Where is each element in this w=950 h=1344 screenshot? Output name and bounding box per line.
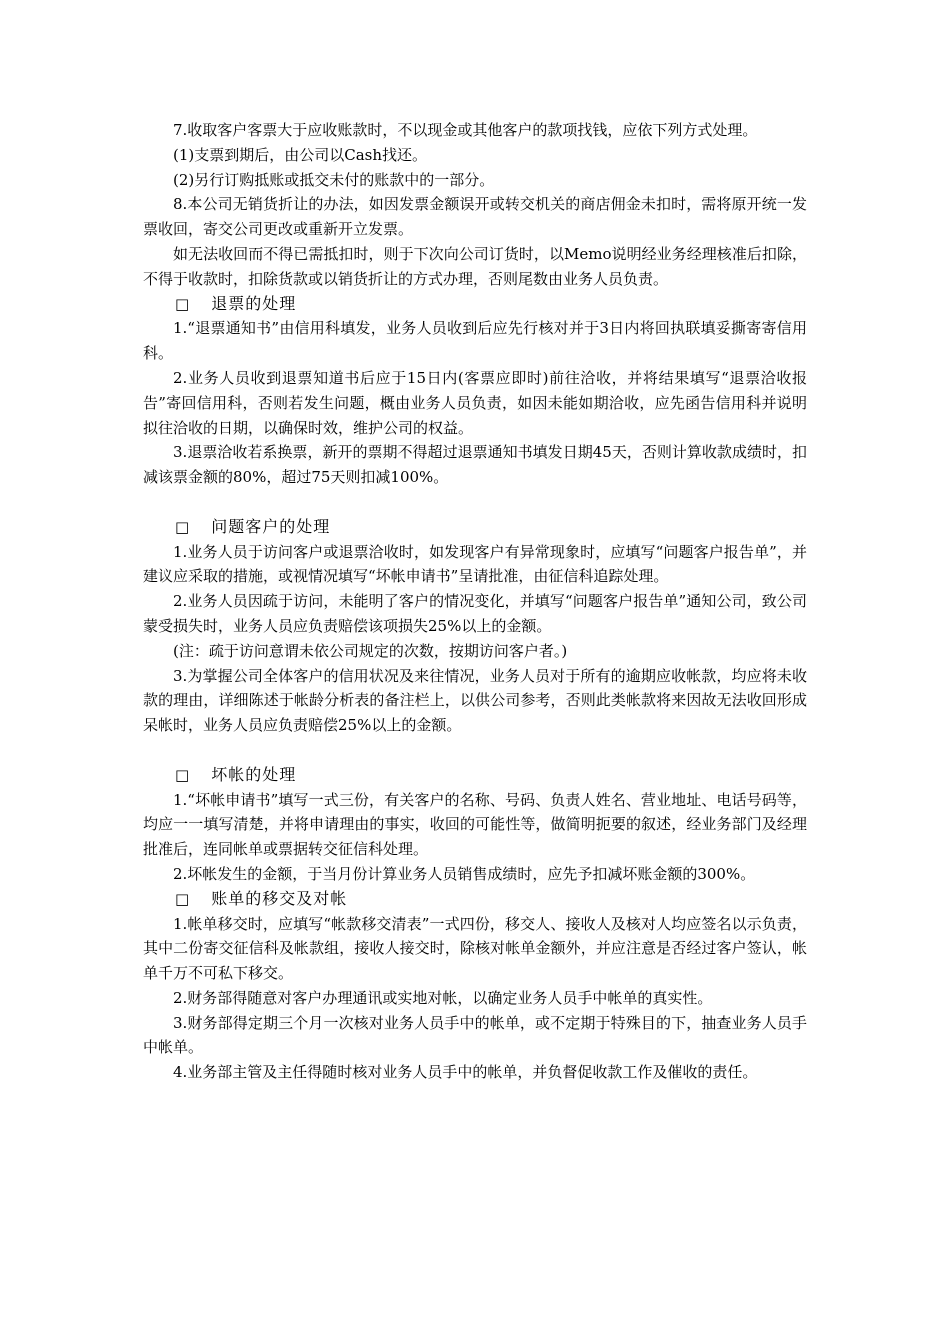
paragraph: 如无法收回而不得已需抵扣时，则于下次向公司订货时，以Memo说明经业务经理核准后扣除，不得于收款时，扣除货款或以销货折让的方式办理，否则尾数由业务人员负责。 bbox=[143, 244, 807, 288]
paragraph: 7.收取客户客票大于应收账款时，不以现金或其他客户的款项找钱，应依下列方式处理。 bbox=[173, 121, 758, 139]
paragraph: 1.“退票通知书”由信用科填发，业务人员收到后应先行核对并于3日内将回执联填妥撕寄寄信用科。 bbox=[143, 319, 807, 363]
paragraph: 3.财务部得定期三个月一次核对业务人员手中的帐单，或不定期于特殊目的下，抽查业务人员手中帐单。 bbox=[143, 1013, 807, 1057]
paragraph: 1.帐单移交时，应填写“帐款移交清表”一式四份，移交人、接收人及核对人均应签名以示负责，其中二份寄交征信科及帐款组，接收人接交时，除核对帐单金额外，并应注意是否经过客户签认，帐单千万不可私下移交。 bbox=[143, 914, 807, 983]
paragraph: 2.业务人员收到退票知道书后应于15日内(客票应即时)前往洽收，并将结果填写“退票洽收报告”寄回信用科，否则若发生问题，概由业务人员负责，如因未能如期洽收，应先函告信用科并说明拟往洽收的日期，以确保时效，维护公司的权益。 bbox=[143, 368, 807, 437]
paragraph: 2.财务部得随意对客户办理通讯或实地对帐，以确定业务人员手中帐单的真实性。 bbox=[173, 988, 713, 1007]
blank-line bbox=[143, 738, 807, 763]
paragraph: 8.本公司无销货折让的办法，如因发票金额误开或转交机关的商店佣金未扣时，需将原开统一发票收回，寄交公司更改或重新开立发票。 bbox=[143, 195, 807, 239]
paragraph: 2.坏帐发生的金额，于当月份计算业务人员销售成绩时，应先予扣减坏账金额的300%。 bbox=[173, 864, 756, 883]
paragraph: 2.业务人员因疏于访问，未能明了客户的情况变化，并填写“问题客户报告单”通知公司，致公司蒙受损失时，业务人员应负责赔偿该项损失25%以上的金额。 bbox=[143, 592, 807, 635]
section-title: 问题客户的处理 bbox=[211, 516, 331, 536]
section-title: 账单的移交及对帐 bbox=[211, 888, 348, 908]
paragraph: 3.退票洽收若系换票，新开的票期不得超过退票通知书填发日期45天，否则计算收款成绩时，扣减该票金额的80%，超过75天则扣减100%。 bbox=[143, 443, 807, 487]
checkbox-bullet-icon: □ bbox=[175, 765, 191, 784]
checkbox-bullet-icon: □ bbox=[175, 517, 191, 536]
paragraph: (1)支票到期后，由公司以Cash找还。 bbox=[173, 145, 428, 164]
section-heading-bill-transfer bbox=[143, 887, 807, 912]
paragraph: (2)另行订购抵账或抵交未付的账款中的一部分。 bbox=[173, 170, 495, 189]
section-title: 退票的处理 bbox=[211, 293, 297, 313]
paragraph: 4.业务部主管及主任得随时核对业务人员手中的帐单，并负督促收款工作及催收的责任。 bbox=[173, 1063, 758, 1082]
section-heading-bad-debts bbox=[143, 763, 807, 788]
paragraph: 3.为掌握公司全体客户的信用状况及来往情况，业务人员对于所有的逾期应收帐款，均应将未收款的理由，详细陈述于帐龄分析表的备注栏上，以供公司参考，否则此类帐款将来因故无法收回形成呆帐时，业务人员应负责赔偿25%以上的金额。 bbox=[143, 666, 807, 735]
checkbox-bullet-icon: □ bbox=[175, 889, 191, 908]
paragraph: 1.“坏帐申请书”填写一式三份，有关客户的名称、号码、负责人姓名、营业地址、电话号码等，均应一一填写清楚，并将申请理由的事实，收回的可能性等，做简明扼要的叙述，经业务部门及经理批准后，连同帐单或票据转交征信科处理。 bbox=[143, 790, 807, 859]
section-heading-problem-customers bbox=[143, 515, 807, 540]
checkbox-bullet-icon: □ bbox=[175, 294, 191, 313]
paragraph: 1.业务人员于访问客户或退票洽收时，如发现客户有异常现象时，应填写“问题客户报告单”，并建议应采取的措施，或视情况填写“坏帐申请书”呈请批准，由征信科追踪处理。 bbox=[143, 542, 807, 586]
blank-line bbox=[143, 490, 807, 515]
section-heading-returned-checks bbox=[143, 292, 807, 317]
section-title: 坏帐的处理 bbox=[211, 764, 297, 784]
paragraph: (注：疏于访问意谓未依公司规定的次数，按期访问客户者。) bbox=[173, 641, 568, 660]
document-page bbox=[143, 118, 807, 1085]
